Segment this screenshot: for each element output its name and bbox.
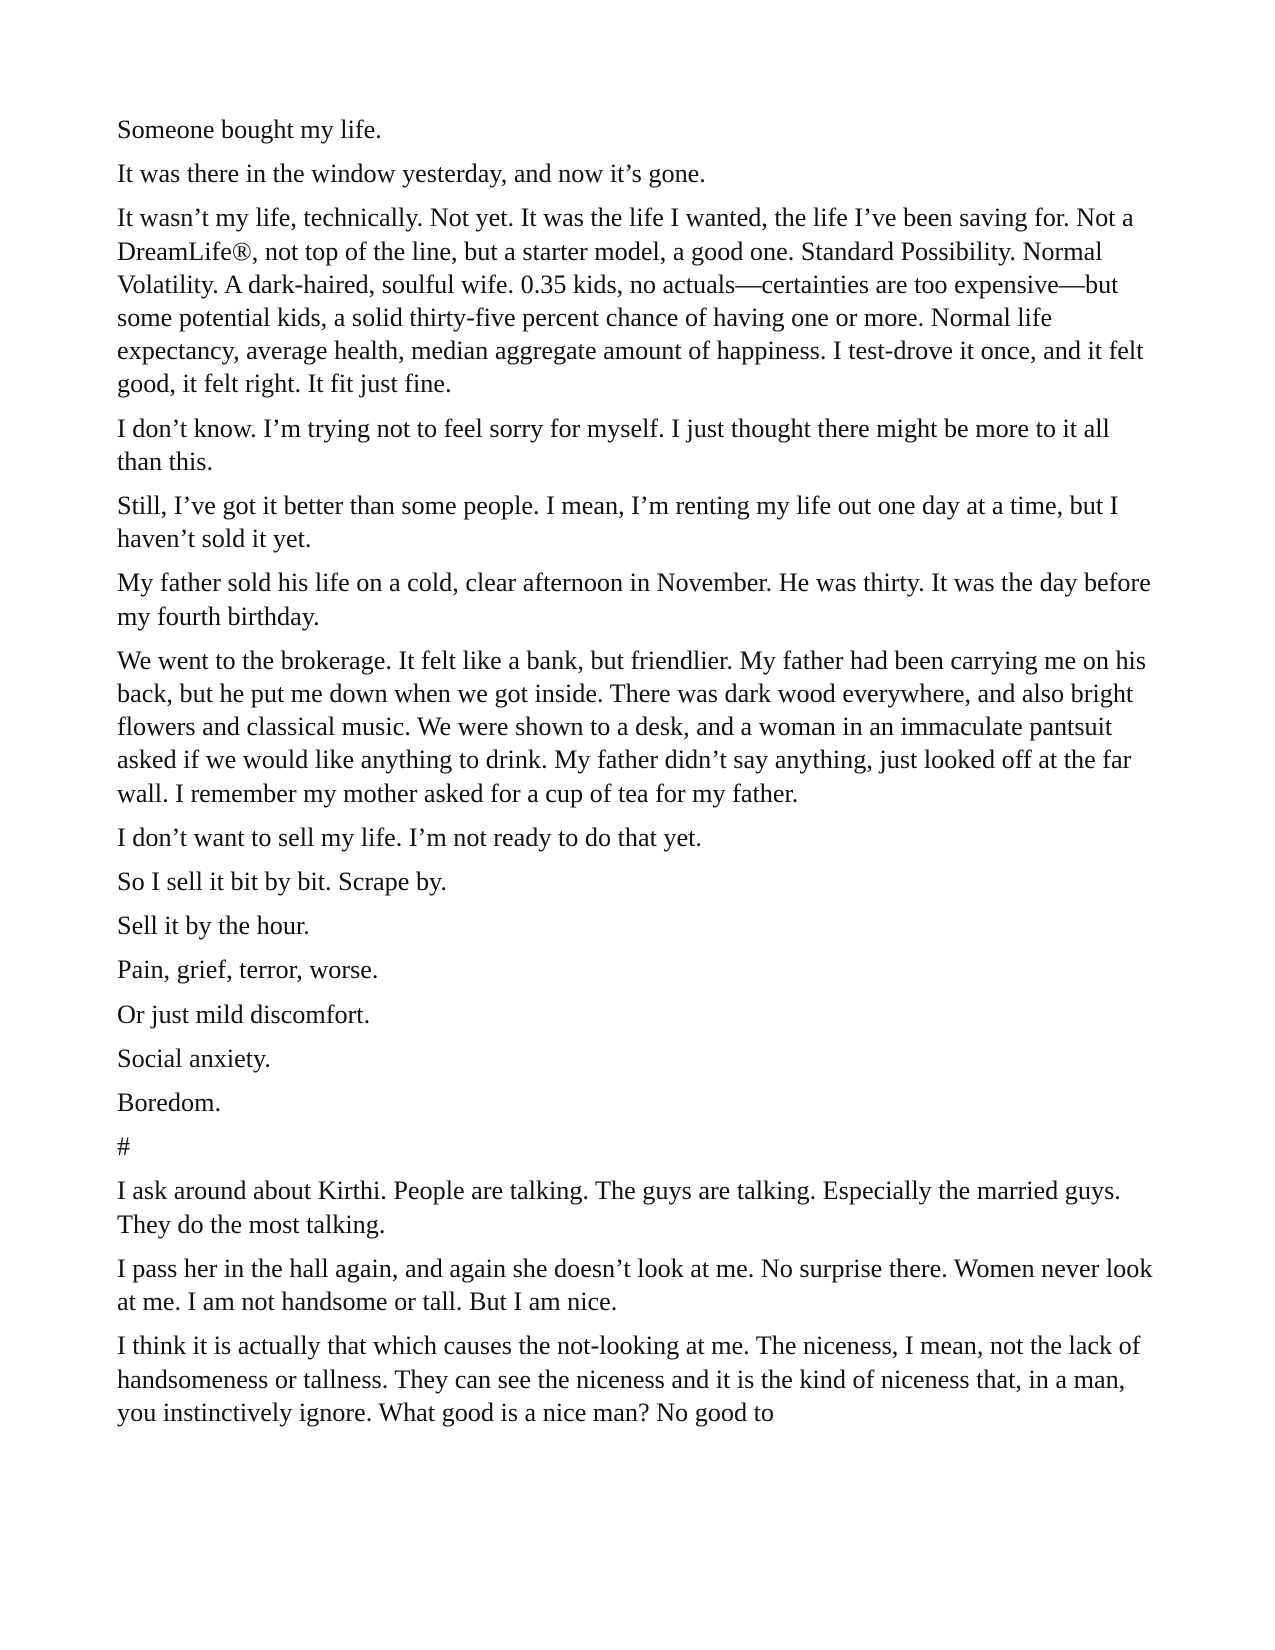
paragraph: It wasn’t my life, technically. Not yet. It was the life I wanted, the life I’ve been saving for. Not a DreamLife®, not top of the line, but a starter model, a good one. Standard Possibility. Normal Volatility. A dark-haired, soulful wife. 0.35 kids, no actuals—certainties are too expensive—but some potential kids, a solid thirty-five percent chance of having one or more. Normal life expectancy, average health, median aggregate amount of happiness. I test-drove it once, and it felt good, it felt right. It fit just fine. (117, 203, 1144, 399)
paragraph: Sell it by the hour. (117, 911, 310, 941)
paragraph: It was there in the window yesterday, and now it’s gone. (117, 159, 706, 189)
paragraph: I don’t know. I’m trying not to feel sorry for myself. I just thought there might be more to it all than this. (117, 413, 1110, 476)
paragraph: Someone bought my life. (117, 115, 382, 144)
paragraph: I think it is actually that which causes the not-looking at me. The niceness, I mean, not the lack of handsomeness or tallness. They can see the niceness and it is the kind of niceness that, in a man, you instinctively ignore. What good is a nice man? No good to (117, 1331, 1141, 1427)
paragraph: I pass her in the hall again, and again she doesn’t look at me. No surprise there. Women never look at me. I am not handsome or tall. But I am nice. (117, 1253, 1153, 1317)
section-break: # (117, 1132, 131, 1162)
paragraph: Or just mild discomfort. (117, 999, 371, 1029)
paragraph: Boredom. (117, 1088, 222, 1118)
document-page (117, 113, 1157, 1440)
paragraph: Still, I’ve got it better than some people. I mean, I’m renting my life out one day at a time, but I haven’t sold it yet. (117, 491, 1119, 554)
paragraph: So I sell it bit by bit. Scrape by. (117, 867, 447, 897)
paragraph: Pain, grief, terror, worse. (117, 955, 379, 985)
paragraph: I don’t want to sell my life. I’m not ready to do that yet. (117, 822, 702, 852)
paragraph: We went to the brokerage. It felt like a bank, but friendlier. My father had been carrying me on his back, but he put me down when we got inside. There was dark wood everywhere, and also bright flowers and classical music. We were shown to a desk, and a woman in an immaculate pantsuit asked if we would like anything to drink. My father didn’t say anything, just looked off at the far wall. I remember my mother asked for a cup of tea for my father. (117, 645, 1147, 808)
paragraph: Social anxiety. (117, 1043, 271, 1073)
paragraph: My father sold his life on a cold, clear afternoon in November. He was thirty. It was the day before my fourth birthday. (117, 568, 1151, 631)
paragraph: I ask around about Kirthi. People are talking. The guys are talking. Especially the married guys. They do the most talking. (117, 1176, 1121, 1239)
